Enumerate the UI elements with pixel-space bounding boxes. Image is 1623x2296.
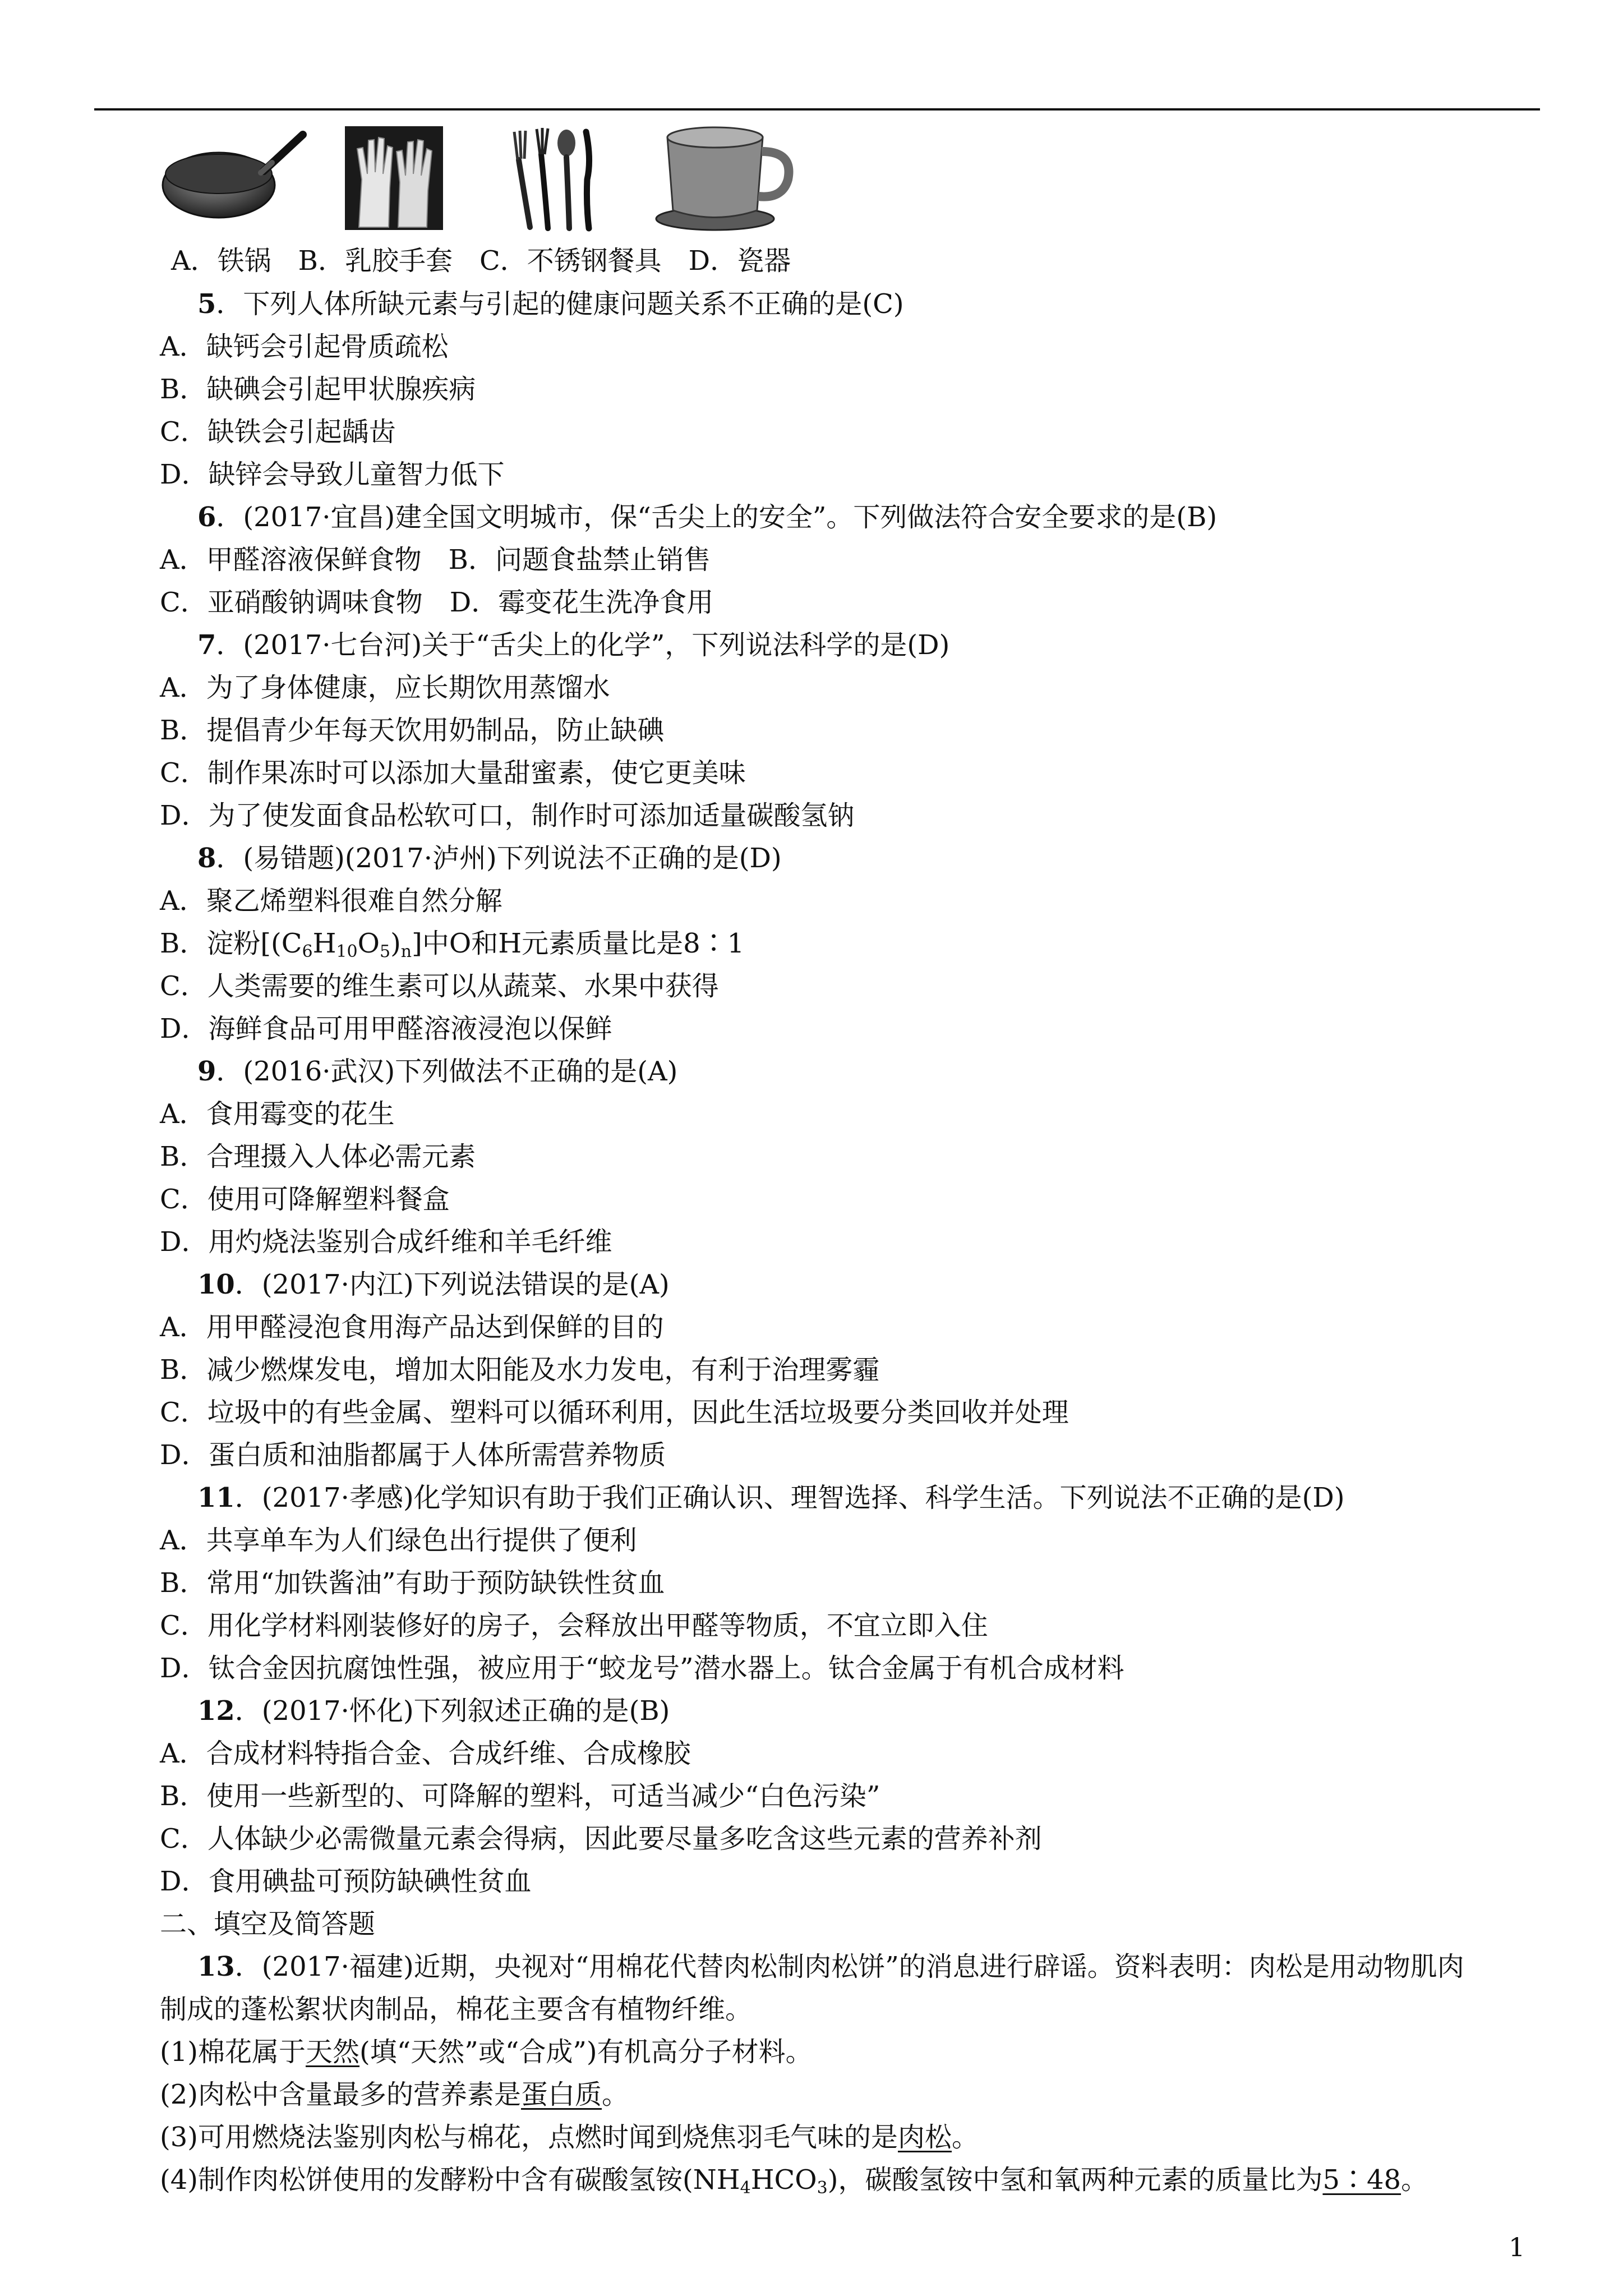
q13-stem-line2: 制成的蓬松絮状肉制品，棉花主要含有植物纤维。 <box>160 1994 753 2025</box>
iron-wok-image <box>160 118 308 230</box>
stainless-cutlery-image <box>508 126 603 233</box>
q8-b-sub1: 6 <box>302 942 313 961</box>
q9-stem-text: ．(2016·武汉)下列做法不正确的是(A) <box>216 1056 678 1087</box>
q4-options <box>171 244 791 278</box>
q13-p3-pre: (3)可用燃烧法鉴别肉松与棉花，点燃时闻到烧焦羽毛气味的是 <box>160 2122 898 2153</box>
q8-option-c: C．人类需要的维生素可以从蔬菜、水果中获得 <box>160 970 719 1002</box>
q5-option-b: B．缺碘会引起甲状腺疾病 <box>160 374 476 405</box>
q13-stem-line1 <box>197 1950 1464 1984</box>
header-rule <box>94 108 1540 111</box>
q13-number: 13 <box>197 1951 235 1982</box>
q13-p4-answer: 5∶48 <box>1322 2164 1401 2196</box>
q11-stem-text: ．(2017·孝感)化学知识有助于我们正确认识、理智选择、科学生活。下列说法不正确的是(D) <box>234 1482 1345 1513</box>
page-number: 1 <box>1509 2232 1525 2262</box>
q12-option-c: C．人体缺少必需微量元素会得病，因此要尽量多吃含这些元素的营养补剂 <box>160 1823 1042 1855</box>
q12-option-a: A．合成材料特指合金、合成纤维、合成橡胶 <box>160 1738 691 1769</box>
q13-p3-answer: 肉松 <box>898 2122 952 2153</box>
latex-gloves-image <box>345 126 443 230</box>
q5-option-a: A．缺钙会引起骨质疏松 <box>160 331 449 362</box>
q10-stem-text: ．(2017·内江)下列说法错误的是(A) <box>234 1269 670 1300</box>
q10-option-c: C．垃圾中的有些金属、塑料可以循环利用，因此生活垃圾要分类回收并处理 <box>160 1397 1069 1428</box>
q13-p1-answer: 天然 <box>306 2036 360 2068</box>
q13-p4-mid: HCO <box>750 2164 817 2196</box>
q8-b-mid1: H <box>312 928 336 959</box>
q11-option-a: A．共享单车为人们绿色出行提供了便利 <box>160 1525 637 1556</box>
q13-p2-pre: (2)肉松中含量最多的营养素是 <box>160 2079 521 2110</box>
q13-p2-answer: 蛋白质 <box>521 2079 602 2110</box>
q8-option-d: D．海鲜食品可用甲醛溶液浸泡以保鲜 <box>160 1013 612 1045</box>
q10-option-d: D．蛋白质和油脂都属于人体所需营养物质 <box>160 1439 666 1471</box>
q12-stem <box>197 1694 670 1728</box>
q13-part1 <box>160 2035 813 2069</box>
porcelain-cup-image <box>651 121 802 233</box>
q8-option-b <box>160 927 744 960</box>
q13-p4-pre: (4)制作肉松饼使用的发酵粉中含有碳酸氢铵(NH <box>160 2164 740 2196</box>
q10-option-b: B．减少燃煤发电，增加太阳能及水力发电，有利于治理雾霾 <box>160 1354 880 1386</box>
q4-options-text: A．铁锅 B．乳胶手套 C．不锈钢餐具 D．瓷器 <box>171 245 791 277</box>
q9-stem <box>197 1055 677 1088</box>
q8-stem-text: ．(易错题)(2017·泸州)下列说法不正确的是(D) <box>216 843 782 874</box>
q10-number: 10 <box>197 1269 235 1300</box>
q13-p3-post: 。 <box>952 2122 979 2153</box>
q11-option-c: C．用化学材料刚装修好的房子，会释放出甲醛等物质，不宜立即入住 <box>160 1610 988 1641</box>
q8-b-sub3: 5 <box>379 942 391 961</box>
q6-options-ab: A．甲醛溶液保鲜食物 B．问题食盐禁止销售 <box>160 544 711 576</box>
q6-number: 6 <box>197 501 216 533</box>
q13-p1-post: (填“天然”或“合成”)有机高分子材料。 <box>359 2036 813 2068</box>
q13-part3 <box>160 2120 979 2154</box>
q11-option-d: D．钛合金因抗腐蚀性强，被应用于“蛟龙号”潜水器上。钛合金属于有机合成材料 <box>160 1653 1124 1684</box>
q5-stem-text: ．下列人体所缺元素与引起的健康问题关系不正确的是(C) <box>216 288 904 320</box>
q12-option-b: B．使用一些新型的、可降解的塑料，可适当减少“白色污染” <box>160 1780 880 1812</box>
q7-option-b: B．提倡青少年每天饮用奶制品，防止缺碘 <box>160 715 665 746</box>
q9-option-b: B．合理摄入人体必需元素 <box>160 1141 476 1172</box>
q7-option-c: C．制作果冻时可以添加大量甜蜜素，使它更美味 <box>160 757 746 789</box>
q13-part4 <box>160 2163 1428 2197</box>
q9-option-c: C．使用可降解塑料餐盒 <box>160 1184 450 1215</box>
q8-b-sub4: n <box>400 942 412 961</box>
q8-b-sub2: 10 <box>336 942 358 961</box>
q6-options-cd: C．亚硝酸钠调味食物 D．霉变花生洗净食用 <box>160 587 714 618</box>
q13-stem-text: ．(2017·福建)近期，央视对“用棉花代替肉松制肉松饼”的消息进行辟谣。资料表明：肉松是用动物肌肉 <box>234 1951 1464 1982</box>
q7-number: 7 <box>197 629 216 661</box>
q11-stem <box>197 1481 1345 1515</box>
q5-option-c: C．缺铁会引起龋齿 <box>160 416 396 448</box>
q13-p2-post: 。 <box>602 2079 629 2110</box>
q11-option-b: B．常用“加铁酱油”有助于预防缺铁性贫血 <box>160 1567 665 1599</box>
q13-p4-sub1: 4 <box>740 2178 751 2198</box>
q13-p4-sub2: 3 <box>817 2178 828 2198</box>
q7-option-d: D．为了使发面食品松软可口，制作时可添加适量碳酸氢钠 <box>160 800 855 831</box>
q6-stem-text: ．(2017·宜昌)建全国文明城市，保“舌尖上的安全”。下列做法符合安全要求的是(B) <box>216 501 1218 533</box>
q13-p1-pre: (1)棉花属于 <box>160 2036 306 2068</box>
q6-stem <box>197 500 1217 534</box>
q12-number: 12 <box>197 1695 235 1727</box>
q12-option-d: D．食用碘盐可预防缺碘性贫血 <box>160 1866 532 1897</box>
section-heading: 二、填空及简答题 <box>160 1908 376 1940</box>
q8-b-mid2: O <box>357 928 380 959</box>
q7-option-a: A．为了身体健康，应长期饮用蒸馏水 <box>160 672 610 703</box>
q9-option-a: A．食用霉变的花生 <box>160 1098 395 1130</box>
q11-number: 11 <box>197 1482 235 1513</box>
q8-stem <box>197 841 782 875</box>
q8-b-pre: B．淀粉[(C <box>160 928 302 959</box>
q9-option-d: D．用灼烧法鉴别合成纤维和羊毛纤维 <box>160 1226 612 1258</box>
q13-part2 <box>160 2078 629 2111</box>
q5-stem <box>197 287 904 321</box>
q13-p4-post: 。 <box>1401 2164 1428 2196</box>
q8-option-a: A．聚乙烯塑料很难自然分解 <box>160 885 502 917</box>
q13-p4-mid2: )，碳酸氢铵中氢和氧两种元素的质量比为 <box>827 2164 1323 2196</box>
q10-option-a: A．用甲醛浸泡食用海产品达到保鲜的目的 <box>160 1312 664 1343</box>
q8-b-mid3: ) <box>390 928 401 959</box>
q12-stem-text: ．(2017·怀化)下列叙述正确的是(B) <box>234 1695 670 1727</box>
q9-number: 9 <box>197 1056 216 1087</box>
q10-stem <box>197 1268 670 1301</box>
q7-stem <box>197 628 949 662</box>
q5-number: 5 <box>197 288 216 320</box>
q8-b-post: ]中O和H元素质量比是8∶1 <box>412 928 745 959</box>
q5-option-d: D．缺锌会导致儿童智力低下 <box>160 459 505 490</box>
q8-number: 8 <box>197 843 216 874</box>
q7-stem-text: ．(2017·七台河)关于“舌尖上的化学”，下列说法科学的是(D) <box>216 629 950 661</box>
